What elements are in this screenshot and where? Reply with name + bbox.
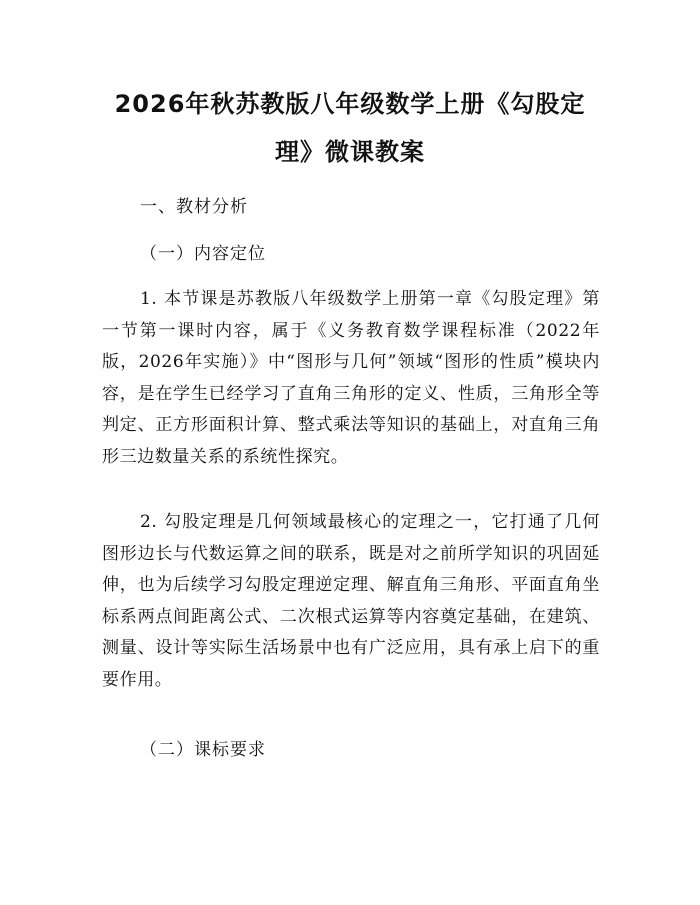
- document-title-line-1: 2026年秋苏教版八年级数学上册《勾股定: [114, 90, 586, 118]
- section-heading-textbook-analysis: 一、教材分析: [140, 197, 248, 217]
- subsection-heading-content-positioning: （一）内容定位: [140, 244, 266, 264]
- paragraph-content-positioning-1: 1. 本节课是苏教版八年级数学上册第一章《勾股定理》第一节第一课时内容，属于《义务教育数学课程标准（2022年版，2026年实施）》中“图形与几何”领域“图形的性质”模块内容，是在学生已经学习了直角三角形的定义、性质，三角形全等判定、正方形面积计算、整式乘法等知识的基础上，对直角三角形三边数量关系的系统性探究。: [102, 289, 600, 467]
- document-title-line-2: 理》微课教案: [275, 138, 425, 166]
- paragraph-content-positioning-2: 2. 勾股定理是几何领域最核心的定理之一，它打通了几何图形边长与代数运算之间的联系，既是对之前所学知识的巩固延伸，也为后续学习勾股定理逆定理、解直角三角形、平面直角坐标系两点间距离公式、二次根式运算等内容奠定基础，在建筑、测量、设计等实际生活场景中也有广泛应用，具有承上启下的重要作用。: [102, 512, 600, 690]
- subsection-heading-curriculum-requirements: （二）课标要求: [140, 740, 266, 760]
